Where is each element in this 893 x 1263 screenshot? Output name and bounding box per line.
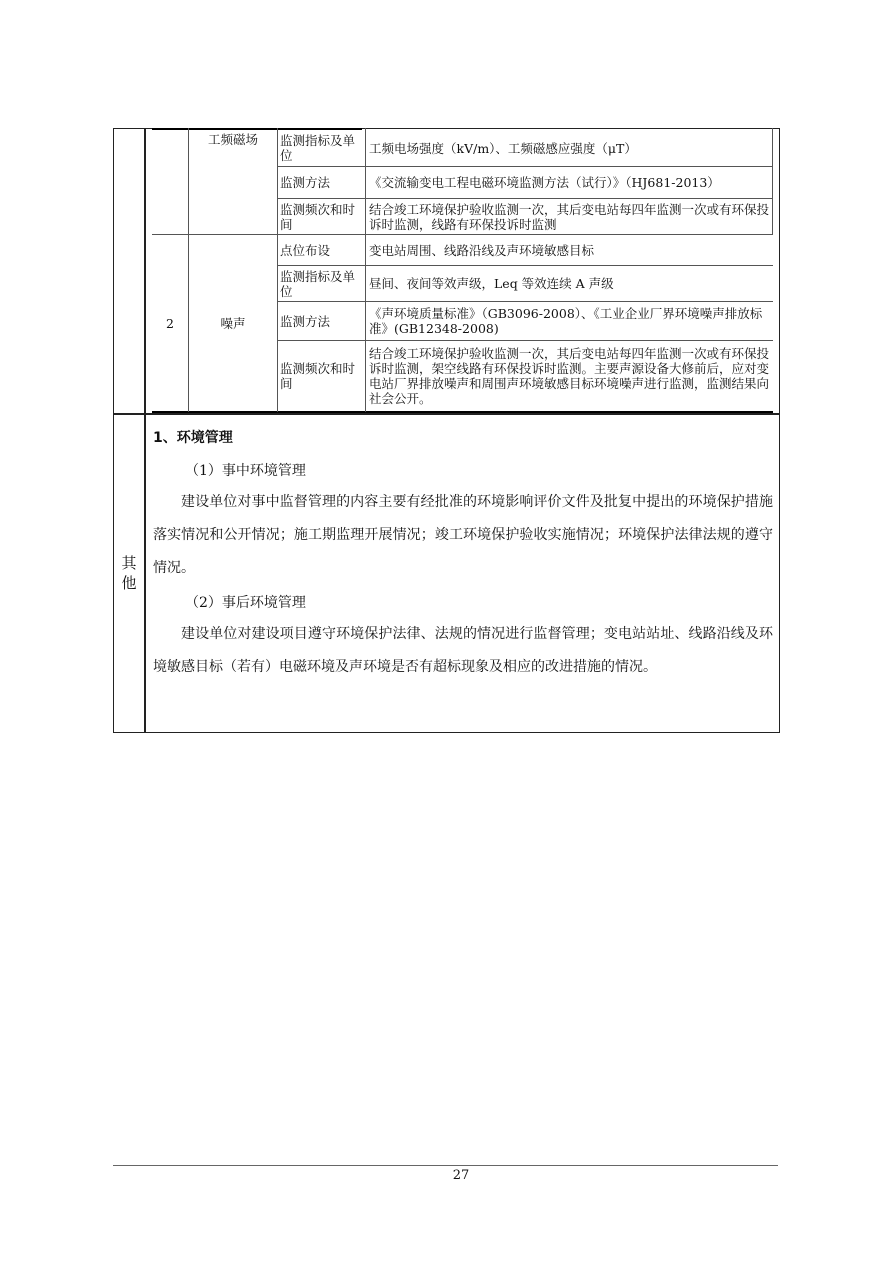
row-label: 监测频次和时间 [280, 361, 356, 391]
col-divider-right [772, 128, 773, 235]
row-label: 监测频次和时间 [280, 201, 356, 232]
footer-divider [113, 1165, 778, 1166]
item-name-magnetic: 工频磁场 [207, 132, 258, 147]
page-number: 27 [452, 1168, 470, 1183]
paragraph-during: 建设单位对事中监督管理的内容主要有经批准的环境影响评价文件及批复中提出的环境保护措施落实情况和公开情况；施工期监理开展情况；竣工环境保护验收实施情况；环境保护法律法规的遵守情况。 [153, 494, 773, 576]
row-label: 监测方法 [280, 174, 331, 190]
col-divider-3 [365, 128, 366, 412]
section-divider [113, 413, 780, 415]
row-value: 《声环境质量标准》（GB3096-2008）、《工业企业厂界环境噪声排放标准》(GB12348-2008) [369, 306, 763, 336]
col-divider-2 [277, 128, 278, 412]
left-column-divider [144, 128, 146, 733]
row-value: 《交流输变电工程电磁环境监测方法（试行）》（HJ681-2013） [369, 174, 720, 190]
item-name-noise: 噪声 [220, 316, 246, 331]
row-value: 结合竣工环境保护验收监测一次，其后变电站每四年监测一次或有环保投诉时监测，架空线路有环保投诉时监测。主要声源设备大修前后，应对变电站厂界排放噪声和周围声环境敏感目标环境噪声进行监测，监测结果向社会公开。 [369, 346, 770, 406]
row-value: 昼间、夜间等效声级，Leq 等效连续 A 声级 [369, 276, 614, 291]
row-label: 点位布设 [280, 242, 331, 258]
row-value: 工频电场强度（kV/m）、工频磁感应强度（μT） [369, 140, 637, 156]
row-label: 监测指标及单位 [280, 268, 356, 299]
subheading-after: （2）事后环境管理 [185, 595, 306, 611]
monitoring-table [152, 128, 773, 412]
row-label: 监测指标及单位 [280, 133, 356, 163]
row-value: 变电站周围、线路沿线及声环境敏感目标 [369, 242, 595, 258]
other-section-label: 其他 [121, 554, 137, 592]
section-heading: 1、环境管理 [153, 430, 233, 446]
row-value: 结合竣工环境保护验收监测一次，其后变电站每四年监测一次或有环保投诉时监测，线路有环保投诉时监测 [369, 201, 770, 232]
paragraph-after: 建设单位对建设项目遵守环境保护法律、法规的情况进行监督管理；变电站站址、线路沿线及环境敏感目标（若有）电磁环境及声环境是否有超标现象及相应的改进措施的情况。 [153, 626, 773, 675]
row-index: 2 [166, 316, 174, 331]
subheading-during: （1）事中环境管理 [185, 463, 306, 479]
table-top-border [152, 128, 362, 130]
row-label: 监测方法 [280, 313, 331, 329]
